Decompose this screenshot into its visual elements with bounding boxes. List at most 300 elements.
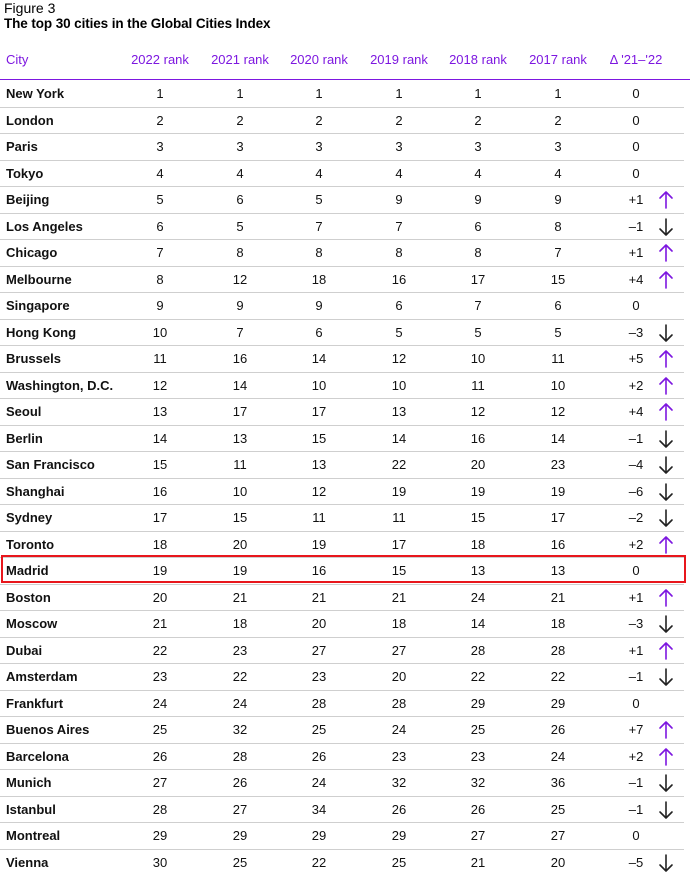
- table-row: [0, 188, 684, 214]
- arrow-up-icon: [658, 402, 674, 422]
- rank-2020-rank: 12: [311, 483, 327, 499]
- table-row: [0, 824, 684, 850]
- column-header-2022-rank: 2022 rank: [131, 52, 189, 67]
- table-row: [0, 268, 684, 294]
- rank-2018-rank: 15: [470, 510, 486, 525]
- rank-2018-rank: 17: [470, 271, 486, 287]
- rank-2020-rank: 16: [311, 563, 327, 578]
- rank-2018-rank: 2: [474, 112, 482, 128]
- rank-change: +2: [628, 748, 644, 764]
- table-row: [0, 559, 684, 585]
- rank-2018-rank: 14: [470, 616, 486, 631]
- column-header-2020-rank: 2020 rank: [290, 52, 348, 67]
- rank-2019-rank: 5: [395, 324, 403, 340]
- table-row: [0, 745, 684, 771]
- rank-2022-rank: 23: [152, 669, 168, 684]
- table-row: [0, 453, 684, 479]
- table-row: [0, 427, 684, 453]
- rank-2021-rank: 11: [233, 457, 247, 472]
- rank-2021-rank: 26: [232, 775, 248, 790]
- city-name: Moscow: [6, 616, 58, 631]
- city-name: Los Angeles: [6, 218, 83, 234]
- rank-2017-rank: 12: [550, 404, 566, 419]
- rank-2019-rank: 19: [391, 483, 407, 499]
- rank-change: +2: [628, 377, 644, 393]
- rank-2020-rank: 3: [315, 139, 323, 154]
- rank-change: +5: [628, 351, 644, 366]
- table-row: [0, 162, 684, 188]
- rank-2019-rank: 10: [391, 377, 407, 393]
- rank-2019-rank: 22: [391, 457, 407, 472]
- arrow-up-icon: [658, 588, 674, 608]
- rank-2018-rank: 29: [470, 695, 486, 711]
- arrow-up-icon: [658, 641, 674, 661]
- arrow-down-icon: [658, 614, 674, 634]
- table-row: [0, 374, 684, 400]
- column-header-city: City: [6, 52, 29, 67]
- column-header-2019-rank: 2019 rank: [370, 52, 428, 67]
- rank-2022-rank: 4: [156, 165, 164, 181]
- table-row: [0, 480, 684, 506]
- rank-2020-rank: 26: [311, 748, 327, 764]
- rank-2018-rank: 4: [474, 165, 482, 181]
- rank-2022-rank: 9: [156, 298, 164, 313]
- rank-change: 0: [632, 139, 640, 154]
- column-header-2021-rank: 2021 rank: [211, 52, 269, 67]
- city-name: Melbourne: [6, 271, 72, 287]
- city-name: Paris: [6, 139, 38, 154]
- rank-2022-rank: 6: [156, 218, 164, 234]
- city-name: Tokyo: [6, 165, 44, 181]
- rank-2021-rank: 24: [232, 695, 248, 711]
- rank-2021-rank: 15: [232, 510, 248, 525]
- rank-2021-rank: 12: [232, 271, 248, 287]
- rank-2017-rank: 17: [550, 510, 566, 525]
- rank-2022-rank: 12: [152, 377, 168, 393]
- rank-2019-rank: 13: [391, 404, 407, 419]
- arrow-down-icon: [658, 853, 674, 873]
- rank-2017-rank: 15: [550, 271, 566, 287]
- rank-change: 0: [632, 86, 640, 101]
- rank-2022-rank: 8: [156, 271, 164, 287]
- city-name: San Francisco: [6, 457, 95, 472]
- rank-2018-rank: 25: [470, 722, 486, 737]
- rank-change: –5: [628, 854, 644, 870]
- rank-2021-rank: 32: [232, 722, 248, 737]
- rank-2021-rank: 18: [232, 616, 248, 631]
- rank-2020-rank: 34: [311, 801, 327, 817]
- arrow-down-icon: [658, 508, 674, 528]
- rank-2018-rank: 5: [474, 324, 482, 340]
- rank-change: 0: [632, 298, 640, 313]
- rank-2019-rank: 1: [395, 86, 403, 101]
- arrow-up-icon: [658, 535, 674, 555]
- rank-2020-rank: 6: [315, 324, 323, 340]
- arrow-down-icon: [658, 217, 674, 237]
- table-row: [0, 612, 684, 638]
- city-name: Vienna: [6, 854, 49, 870]
- rank-2021-rank: 5: [236, 218, 244, 234]
- rank-2020-rank: 7: [315, 218, 323, 234]
- city-name: London: [6, 112, 54, 128]
- city-name: Madrid: [6, 563, 49, 578]
- arrow-up-icon: [658, 349, 674, 369]
- rank-2022-rank: 18: [152, 536, 168, 552]
- rank-2018-rank: 24: [470, 589, 486, 605]
- city-name: Buenos Aires: [6, 722, 90, 737]
- rank-change: +1: [628, 589, 644, 605]
- rank-2019-rank: 17: [391, 536, 407, 552]
- rank-2022-rank: 29: [152, 828, 168, 843]
- arrow-up-icon: [658, 747, 674, 767]
- table-row: [0, 639, 684, 665]
- rank-change: +1: [628, 192, 644, 207]
- rank-change: +7: [628, 722, 644, 737]
- table-row: [0, 215, 684, 241]
- rank-2020-rank: 11: [312, 510, 326, 525]
- arrow-down-icon: [658, 800, 674, 820]
- rank-2017-rank: 19: [550, 483, 566, 499]
- rank-2021-rank: 2: [236, 112, 244, 128]
- rank-change: –1: [628, 430, 644, 446]
- city-name: Toronto: [6, 536, 55, 552]
- rank-2022-rank: 26: [152, 748, 168, 764]
- table-row: [0, 82, 684, 108]
- rank-2017-rank: 4: [554, 165, 562, 181]
- rank-2021-rank: 21: [232, 589, 248, 605]
- rank-2018-rank: 3: [474, 139, 482, 154]
- rank-2021-rank: 17: [232, 404, 248, 419]
- rank-change: 0: [632, 112, 640, 128]
- rank-2022-rank: 10: [152, 324, 168, 340]
- city-name: Berlin: [6, 430, 43, 446]
- rank-2020-rank: 20: [311, 616, 327, 631]
- table-row: [0, 586, 684, 612]
- rank-2017-rank: 27: [550, 828, 566, 843]
- arrow-up-icon: [658, 270, 674, 290]
- arrow-down-icon: [658, 455, 674, 475]
- figure-label: Figure 3: [4, 0, 56, 16]
- arrow-up-icon: [658, 720, 674, 740]
- rank-2022-rank: 21: [152, 616, 168, 631]
- rank-2020-rank: 25: [311, 722, 327, 737]
- rank-2022-rank: 2: [156, 112, 164, 128]
- arrow-up-icon: [658, 376, 674, 396]
- city-name: Shanghai: [6, 483, 65, 499]
- rank-2018-rank: 1: [474, 86, 482, 101]
- arrow-up-icon: [658, 190, 674, 210]
- rank-2019-rank: 21: [391, 589, 407, 605]
- table-row: [0, 321, 684, 347]
- rank-2019-rank: 24: [391, 722, 407, 737]
- table-header: [0, 48, 690, 80]
- table-row: [0, 506, 684, 532]
- rank-2019-rank: 27: [391, 642, 407, 658]
- rank-2017-rank: 13: [550, 563, 566, 578]
- rank-2017-rank: 8: [554, 218, 562, 234]
- rank-2018-rank: 20: [470, 457, 486, 472]
- rank-2020-rank: 14: [311, 351, 327, 366]
- table-body: [0, 82, 690, 876]
- rank-2022-rank: 3: [156, 139, 164, 154]
- rank-2019-rank: 9: [395, 192, 403, 207]
- city-name: Frankfurt: [6, 695, 64, 711]
- column-header-2017-rank: 2017 rank: [529, 52, 587, 67]
- rank-2017-rank: 7: [554, 245, 562, 260]
- rank-2019-rank: 11: [392, 510, 406, 525]
- rank-2021-rank: 22: [232, 669, 248, 684]
- rank-2018-rank: 28: [470, 642, 486, 658]
- rank-2018-rank: 27: [470, 828, 486, 843]
- rank-change: –1: [628, 801, 644, 817]
- rank-2020-rank: 17: [311, 404, 327, 419]
- rank-2020-rank: 27: [311, 642, 327, 658]
- arrow-down-icon: [658, 429, 674, 449]
- rank-2020-rank: 4: [315, 165, 323, 181]
- rank-2017-rank: 6: [554, 298, 562, 313]
- rank-2019-rank: 4: [395, 165, 403, 181]
- table-row: [0, 851, 684, 876]
- rank-2020-rank: 23: [311, 669, 327, 684]
- city-name: Beijing: [6, 192, 50, 207]
- rank-change: +2: [628, 536, 644, 552]
- table-row: [0, 347, 684, 373]
- rank-2017-rank: 22: [550, 669, 566, 684]
- rank-2018-rank: 7: [474, 298, 482, 313]
- rank-change: +1: [628, 642, 644, 658]
- rank-2022-rank: 30: [152, 854, 168, 870]
- rank-2022-rank: 28: [152, 801, 168, 817]
- rank-2019-rank: 29: [391, 828, 407, 843]
- rank-2017-rank: 24: [550, 748, 566, 764]
- rank-2019-rank: 23: [391, 748, 407, 764]
- rank-2020-rank: 9: [315, 298, 323, 313]
- city-name: Istanbul: [6, 801, 56, 817]
- arrow-down-icon: [658, 773, 674, 793]
- rank-change: –1: [628, 218, 644, 234]
- arrow-up-icon: [658, 243, 674, 263]
- rank-2018-rank: 22: [470, 669, 486, 684]
- rank-2022-rank: 25: [152, 722, 168, 737]
- rank-2021-rank: 8: [236, 245, 244, 260]
- rank-2018-rank: 9: [474, 192, 482, 207]
- rank-2020-rank: 1: [315, 86, 323, 101]
- rank-2020-rank: 19: [311, 536, 327, 552]
- rank-2018-rank: 8: [474, 245, 482, 260]
- rank-2018-rank: 16: [470, 430, 486, 446]
- rank-2021-rank: 29: [232, 828, 248, 843]
- rank-2017-rank: 14: [550, 430, 566, 446]
- rank-2017-rank: 1: [554, 86, 562, 101]
- rank-2017-rank: 9: [554, 192, 562, 207]
- table-row: [0, 692, 684, 718]
- rank-2017-rank: 2: [554, 112, 562, 128]
- rank-2020-rank: 28: [311, 695, 327, 711]
- column-header-2018-rank: 2018 rank: [449, 52, 507, 67]
- rank-2017-rank: 16: [550, 536, 566, 552]
- rank-2021-rank: 16: [232, 351, 248, 366]
- figure-title: The top 30 cities in the Global Cities Index: [4, 16, 271, 31]
- rank-2022-rank: 20: [152, 589, 168, 605]
- rank-2019-rank: 14: [391, 430, 407, 446]
- rank-2020-rank: 29: [311, 828, 327, 843]
- rank-2019-rank: 18: [391, 616, 407, 631]
- table-row: [0, 109, 684, 135]
- rank-2018-rank: 12: [470, 404, 486, 419]
- rank-2018-rank: 23: [470, 748, 486, 764]
- table-row: [0, 400, 684, 426]
- rank-change: +4: [628, 271, 644, 287]
- rank-2021-rank: 25: [232, 854, 248, 870]
- rank-2022-rank: 24: [152, 695, 168, 711]
- rank-2019-rank: 12: [391, 351, 407, 366]
- rank-change: –4: [628, 457, 644, 472]
- rank-2020-rank: 10: [311, 377, 327, 393]
- rank-2017-rank: 10: [550, 377, 566, 393]
- rank-2021-rank: 13: [232, 430, 248, 446]
- rank-2022-rank: 1: [156, 86, 164, 101]
- rank-change: 0: [632, 828, 640, 843]
- rank-2019-rank: 25: [391, 854, 407, 870]
- rank-2018-rank: 11: [471, 377, 485, 393]
- rank-2020-rank: 5: [315, 192, 323, 207]
- rank-2020-rank: 15: [311, 430, 327, 446]
- rank-2019-rank: 2: [395, 112, 403, 128]
- rank-2021-rank: 4: [236, 165, 244, 181]
- city-name: Boston: [6, 589, 51, 605]
- city-name: Hong Kong: [6, 324, 77, 340]
- city-name: Singapore: [6, 298, 70, 313]
- rank-2019-rank: 8: [395, 245, 403, 260]
- rank-2019-rank: 16: [391, 271, 407, 287]
- city-name: Montreal: [6, 828, 61, 843]
- table-row: [0, 665, 684, 691]
- rank-2017-rank: 36: [550, 775, 566, 790]
- rank-change: –3: [628, 616, 644, 631]
- rank-2020-rank: 24: [311, 775, 327, 790]
- city-name: Barcelona: [6, 748, 69, 764]
- rank-2021-rank: 23: [232, 642, 248, 658]
- rank-2019-rank: 15: [391, 563, 407, 578]
- rank-2021-rank: 10: [232, 483, 248, 499]
- rank-2021-rank: 20: [232, 536, 248, 552]
- rank-change: –3: [628, 324, 644, 340]
- rank-2020-rank: 8: [315, 245, 323, 260]
- city-name: Amsterdam: [6, 669, 78, 684]
- arrow-down-icon: [658, 667, 674, 687]
- rank-change: 0: [632, 165, 640, 181]
- city-name: Sydney: [6, 510, 53, 525]
- rank-2020-rank: 13: [311, 457, 327, 472]
- rank-2017-rank: 21: [550, 589, 566, 605]
- table-row: [0, 241, 684, 267]
- rank-2017-rank: 28: [550, 642, 566, 658]
- rank-2018-rank: 19: [470, 483, 486, 499]
- rank-2017-rank: 20: [550, 854, 566, 870]
- rank-2021-rank: 7: [236, 324, 244, 340]
- rank-2017-rank: 29: [550, 695, 566, 711]
- rank-change: –1: [628, 775, 644, 790]
- rank-2017-rank: 3: [554, 139, 562, 154]
- rank-change: +1: [628, 245, 644, 260]
- rank-2019-rank: 20: [391, 669, 407, 684]
- city-name: Dubai: [6, 642, 43, 658]
- rank-2021-rank: 19: [232, 563, 248, 578]
- rank-2018-rank: 21: [470, 854, 486, 870]
- table-row: [0, 798, 684, 824]
- rank-2018-rank: 13: [470, 563, 486, 578]
- rank-2019-rank: 3: [395, 139, 403, 154]
- rank-change: –1: [628, 669, 644, 684]
- rank-2017-rank: 25: [550, 801, 566, 817]
- table-row: [0, 718, 684, 744]
- rank-2022-rank: 7: [156, 245, 164, 260]
- rank-2017-rank: 18: [550, 616, 566, 631]
- arrow-down-icon: [658, 323, 674, 343]
- rank-2018-rank: 10: [470, 351, 486, 366]
- rank-2021-rank: 28: [232, 748, 248, 764]
- rank-2022-rank: 11: [153, 351, 167, 366]
- rank-2022-rank: 15: [152, 457, 168, 472]
- rank-2022-rank: 13: [152, 404, 168, 419]
- rank-2019-rank: 7: [395, 218, 403, 234]
- rank-2022-rank: 17: [152, 510, 168, 525]
- rank-2019-rank: 28: [391, 695, 407, 711]
- rank-2021-rank: 27: [232, 801, 248, 817]
- rank-2021-rank: 1: [236, 86, 244, 101]
- city-name: Munich: [6, 775, 52, 790]
- rank-2019-rank: 26: [391, 801, 407, 817]
- table-row: [0, 135, 684, 161]
- rank-2017-rank: 26: [550, 722, 566, 737]
- rank-2018-rank: 26: [470, 801, 486, 817]
- city-name: Seoul: [6, 404, 42, 419]
- rank-2022-rank: 22: [152, 642, 168, 658]
- rank-2018-rank: 32: [470, 775, 486, 790]
- city-name: Chicago: [6, 245, 58, 260]
- city-name: New York: [6, 86, 65, 101]
- rank-2022-rank: 19: [152, 563, 168, 578]
- rank-2017-rank: 5: [554, 324, 562, 340]
- table-row: [0, 771, 684, 797]
- rank-2021-rank: 3: [236, 139, 244, 154]
- rank-2019-rank: 32: [391, 775, 407, 790]
- rank-2021-rank: 14: [232, 377, 248, 393]
- rank-2017-rank: 23: [550, 457, 566, 472]
- rank-2018-rank: 18: [470, 536, 486, 552]
- rank-2020-rank: 2: [315, 112, 323, 128]
- rank-change: –2: [628, 510, 644, 525]
- rank-2019-rank: 6: [395, 298, 403, 313]
- table-row: [0, 533, 684, 559]
- rank-2022-rank: 16: [152, 483, 168, 499]
- rank-change: –6: [628, 483, 644, 499]
- rank-2021-rank: 6: [236, 192, 244, 207]
- rank-2022-rank: 14: [152, 430, 168, 446]
- rank-2020-rank: 22: [311, 854, 327, 870]
- rank-2022-rank: 5: [156, 192, 164, 207]
- rank-2020-rank: 21: [311, 589, 327, 605]
- column-header-delta: Δ '21–'22: [609, 52, 663, 67]
- rank-2018-rank: 6: [474, 218, 482, 234]
- rank-change: 0: [632, 695, 640, 711]
- rank-2021-rank: 9: [236, 298, 244, 313]
- rank-2017-rank: 11: [551, 351, 565, 366]
- rank-2022-rank: 27: [152, 775, 168, 790]
- rank-change: 0: [632, 563, 640, 578]
- rank-2020-rank: 18: [311, 271, 327, 287]
- city-name: Brussels: [6, 351, 61, 366]
